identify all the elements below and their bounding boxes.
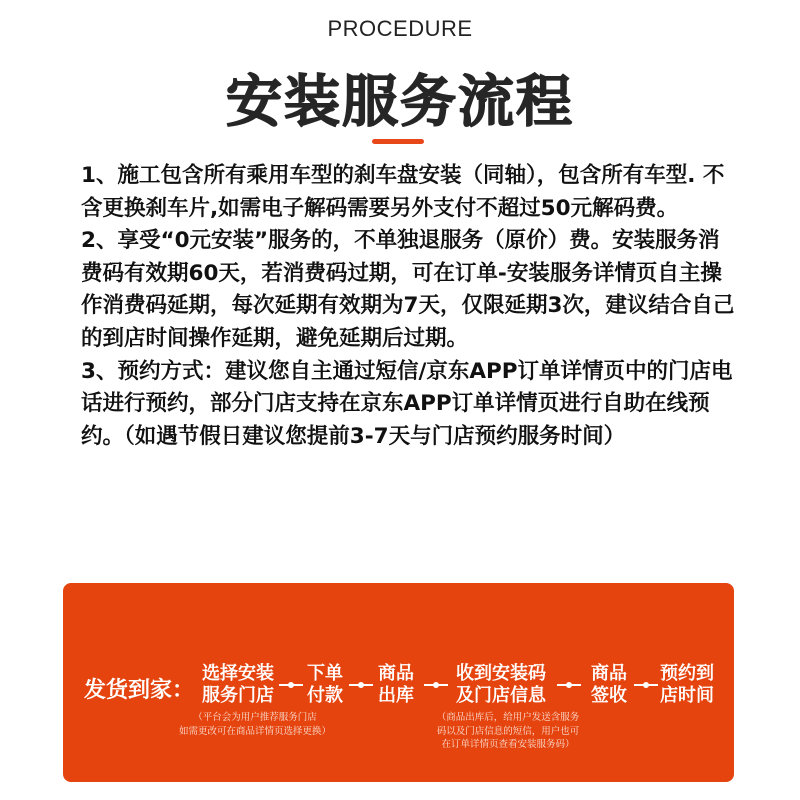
step-line-2: 服务门店 xyxy=(202,685,274,706)
connector-icon xyxy=(349,682,373,688)
step-line-1: 选择安装 xyxy=(202,663,274,684)
note-item-2: 2、享受“0元安装”服务的，不单独退服务（原价）费。安装服务消费码有效期60天，若消费码过期，可在订单-安装服务详情页自主操作消费码延期，每次延期有效期为7天，仅限延期3次，建议结合自己的到店时间操作延期，避免延期后过期。 xyxy=(81,228,735,351)
delivery-flow-panel xyxy=(63,583,734,782)
step-line-1: 商品 xyxy=(591,663,627,684)
page-title: 安装服务流程 xyxy=(226,70,574,135)
connector-icon xyxy=(424,682,448,688)
title-underline-accent xyxy=(372,139,424,144)
step-line-2: 付款 xyxy=(307,685,343,706)
step-line-1: 预约到 xyxy=(660,663,714,684)
service-notes xyxy=(81,160,741,453)
step-line-1: 下单 xyxy=(307,663,343,684)
flow-step-book-visit xyxy=(660,663,714,707)
step-line-1: 收到安装码 xyxy=(456,663,546,684)
note-line: （商品出库后，给用户发送含服务 xyxy=(436,712,580,723)
flow-step-shipped xyxy=(378,663,414,707)
step-line-2: 店时间 xyxy=(660,685,714,706)
note-line: 如需更改可在商品详情页选择更换） xyxy=(178,725,331,737)
note-line: （平台会为用户推荐服务门店 xyxy=(193,712,317,723)
step-line-2: 出库 xyxy=(378,685,414,706)
flow-step-receive-code xyxy=(456,663,546,707)
connector-icon xyxy=(557,682,581,688)
flow-step-select-store xyxy=(202,663,274,707)
step-line-1: 商品 xyxy=(378,663,414,684)
connector-icon xyxy=(279,682,303,688)
step-line-2: 签收 xyxy=(591,685,627,706)
note-line: 码以及门店信息的短信，用户也可 xyxy=(436,725,580,737)
step-line-2: 及门店信息 xyxy=(456,685,546,706)
note-item-3: 3、预约方式：建议您自主通过短信/京东APP订单详情页中的门店电话进行预约，部分门店支持在京东APP订单详情页进行自助在线预约。（如遇节假日建议您提前3-7天与门店预约服务时间） xyxy=(81,358,733,449)
flow-lead-label: 发货到家： xyxy=(84,678,195,703)
note-select-store xyxy=(160,711,350,738)
flow-step-signed xyxy=(591,663,627,707)
connector-icon xyxy=(634,682,658,688)
flow-step-order-pay xyxy=(307,663,343,707)
note-line: 在订单详情页查看安装服务码） xyxy=(441,739,575,750)
procedure-eyebrow: PROCEDURE xyxy=(327,16,473,41)
note-receive-code xyxy=(428,711,588,752)
note-item-1: 1、施工包含所有乘用车型的刹车盘安装（同轴），包含所有车型. 不含更换刹车片,如需电子解码需要另外支付不超过50元解码费。 xyxy=(81,163,725,221)
